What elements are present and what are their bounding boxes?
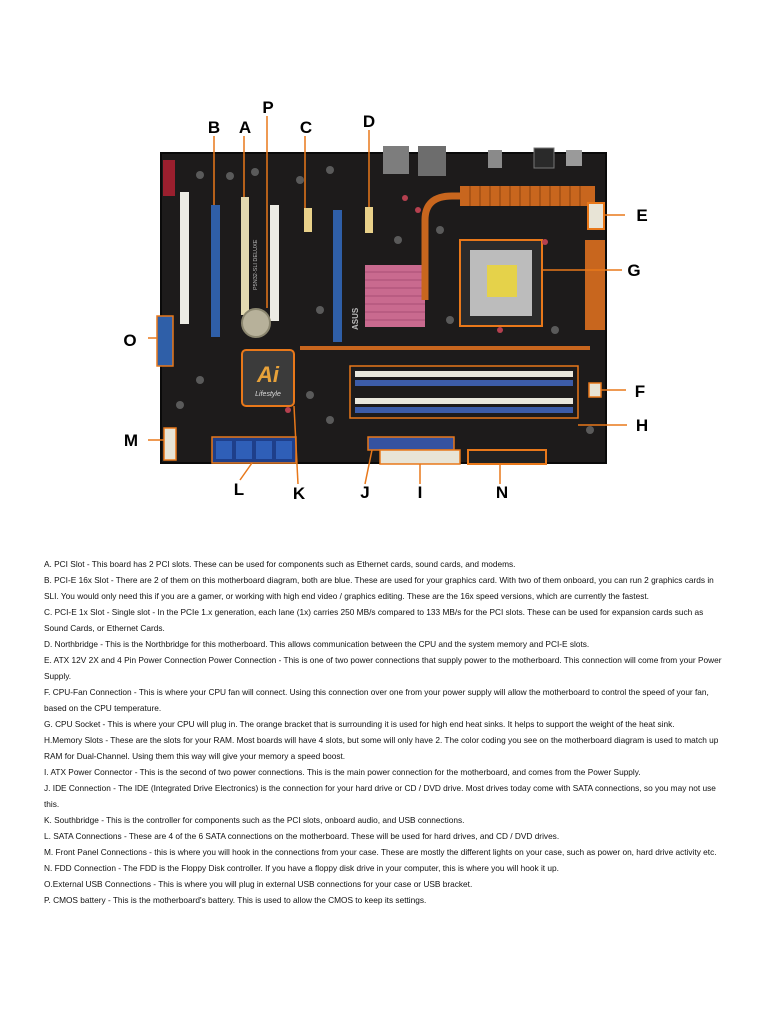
label-c: C <box>299 118 313 137</box>
pci-slot-2 <box>270 205 279 321</box>
board-model: P5N32-SLI DELUXE <box>253 239 259 290</box>
pci-slot-a <box>241 197 249 315</box>
cpu-fan-connector <box>589 383 601 397</box>
label-k: K <box>292 484 306 503</box>
legend-item-a: A. PCI Slot - This board has 2 PCI slots. These can be used for components such as Ethernet cards, sound cards, and modems. <box>44 559 516 569</box>
legend-item-m: M. Front Panel Connections - this is where you will hook in the connections from your case. These are mostly the different lights on your case, such as power on, hard drive activity etc. <box>44 847 717 857</box>
pcie16-slot-2 <box>333 210 342 342</box>
legend-item-l: L. SATA Connections - These are 4 of the 6 SATA connections on the motherboard. These will be used for hard drives, and CD / DVD drives. <box>44 831 560 841</box>
legend-item-j: J. IDE Connection - The IDE (Integrated Drive Electronics) is the connection for your hard drive or CD / DVD drive. Most drives today come with SATA connections, so you may not use this. <box>44 783 716 809</box>
label-f: F <box>634 382 646 401</box>
label-j: J <box>360 483 370 502</box>
pcie1-slot-2 <box>365 207 373 233</box>
external-usb-connectors <box>157 316 173 366</box>
aux-connector <box>163 160 175 196</box>
legend-text <box>44 556 724 908</box>
label-o: O <box>123 331 137 350</box>
cpu-socket-cover <box>487 265 517 297</box>
legend-item-k: K. Southbridge - This is the controller for components such as the PCI slots, onboard audio, and USB connections. <box>44 815 465 825</box>
cmos-battery <box>242 309 270 337</box>
side-heatsink <box>585 240 605 330</box>
label-b: B <box>207 118 221 137</box>
label-a: A <box>238 118 252 137</box>
label-p: P <box>262 98 274 117</box>
pcie1-slot <box>304 208 312 232</box>
legend-item-h: H.Memory Slots - These are the slots for your RAM. Most boards will have 4 slots, but some will only have 2. The color coding you see on the motherboard diagram is used to match up RAM for Dual-Channel. Using them this way will give your memory a speed boost. <box>44 735 719 761</box>
label-l: L <box>233 480 245 499</box>
legend-item-i: I. ATX Power Connector - This is the second of two power connections. This is the main power connection for the motherboard, and comes from the Power Supply. <box>44 767 641 777</box>
legend-item-e: E. ATX 12V 2X and 4 Pin Power Connection Power Connection - This is one of two power connections that supply power to the motherboard. This connection will come from your Power Supply. <box>44 655 722 681</box>
legend-item-o: O.External USB Connections - This is where you will plug in external USB connections for your case or USB bracket. <box>44 879 473 889</box>
board-brand: ASUS <box>351 307 360 330</box>
fdd-connector <box>468 450 546 464</box>
legend-item-p: P. CMOS battery - This is the motherboard's battery. This is used to allow the CMOS to keep its settings. <box>44 895 427 905</box>
pci-slot-1 <box>180 192 189 324</box>
pcie16-slot-1 <box>211 205 220 337</box>
label-n: N <box>495 483 509 502</box>
ide-connector <box>368 437 454 450</box>
legend-item-f: F. CPU-Fan Connection - This is where your CPU fan will connect. Using this connection over one from your power supply will allow the motherboard to control the speed of your fan, based on the CPU temperature. <box>44 687 709 713</box>
label-m: M <box>123 431 139 450</box>
atx12v-connector <box>588 203 604 229</box>
label-e: E <box>636 206 648 225</box>
ai-logo: Ai <box>257 362 279 387</box>
legend-item-g: G. CPU Socket - This is where your CPU will plug in. The orange bracket that is surrounding it is used for high end heat sinks. It helps to support the weight of the heat sink. <box>44 719 675 729</box>
legend-item-c: C. PCI-E 1x Slot - Single slot - In the PCIe 1.x generation, each lane (1x) carries 250 MB/s compared to 133 MB/s for the PCI slots. These can be used for expansion cards such as Sound Cards, or Ethernet Cards. <box>44 607 704 633</box>
legend-item-n: N. FDD Connection - The FDD is the Floppy Disk controller. If you have a floppy disk drive in your computer, this is where you will hook it up. <box>44 863 559 873</box>
label-g: G <box>627 261 641 280</box>
legend-item-b: B. PCI-E 16x Slot - There are 2 of them on this motherboard diagram, both are blue. These are used for your graphics card. With two of them onboard, you can run 2 graphics cards in SLI. You would only need this if you are a gamer, or working with high end video / graphics editing. These are the 16x speed versions, which are currently the fastest. <box>44 575 714 601</box>
ai-logo-sub: Lifestyle <box>255 391 281 398</box>
front-panel-connector <box>164 428 176 460</box>
label-h: H <box>635 416 649 435</box>
atx-power-connector <box>380 450 460 464</box>
legend-item-d: D. Northbridge - This is the Northbridge for this motherboard. This allows communication between the CPU and the system memory and PCI-E slots. <box>44 639 590 649</box>
sata-connectors <box>212 437 296 463</box>
label-i: I <box>417 483 423 502</box>
label-d: D <box>362 112 376 131</box>
